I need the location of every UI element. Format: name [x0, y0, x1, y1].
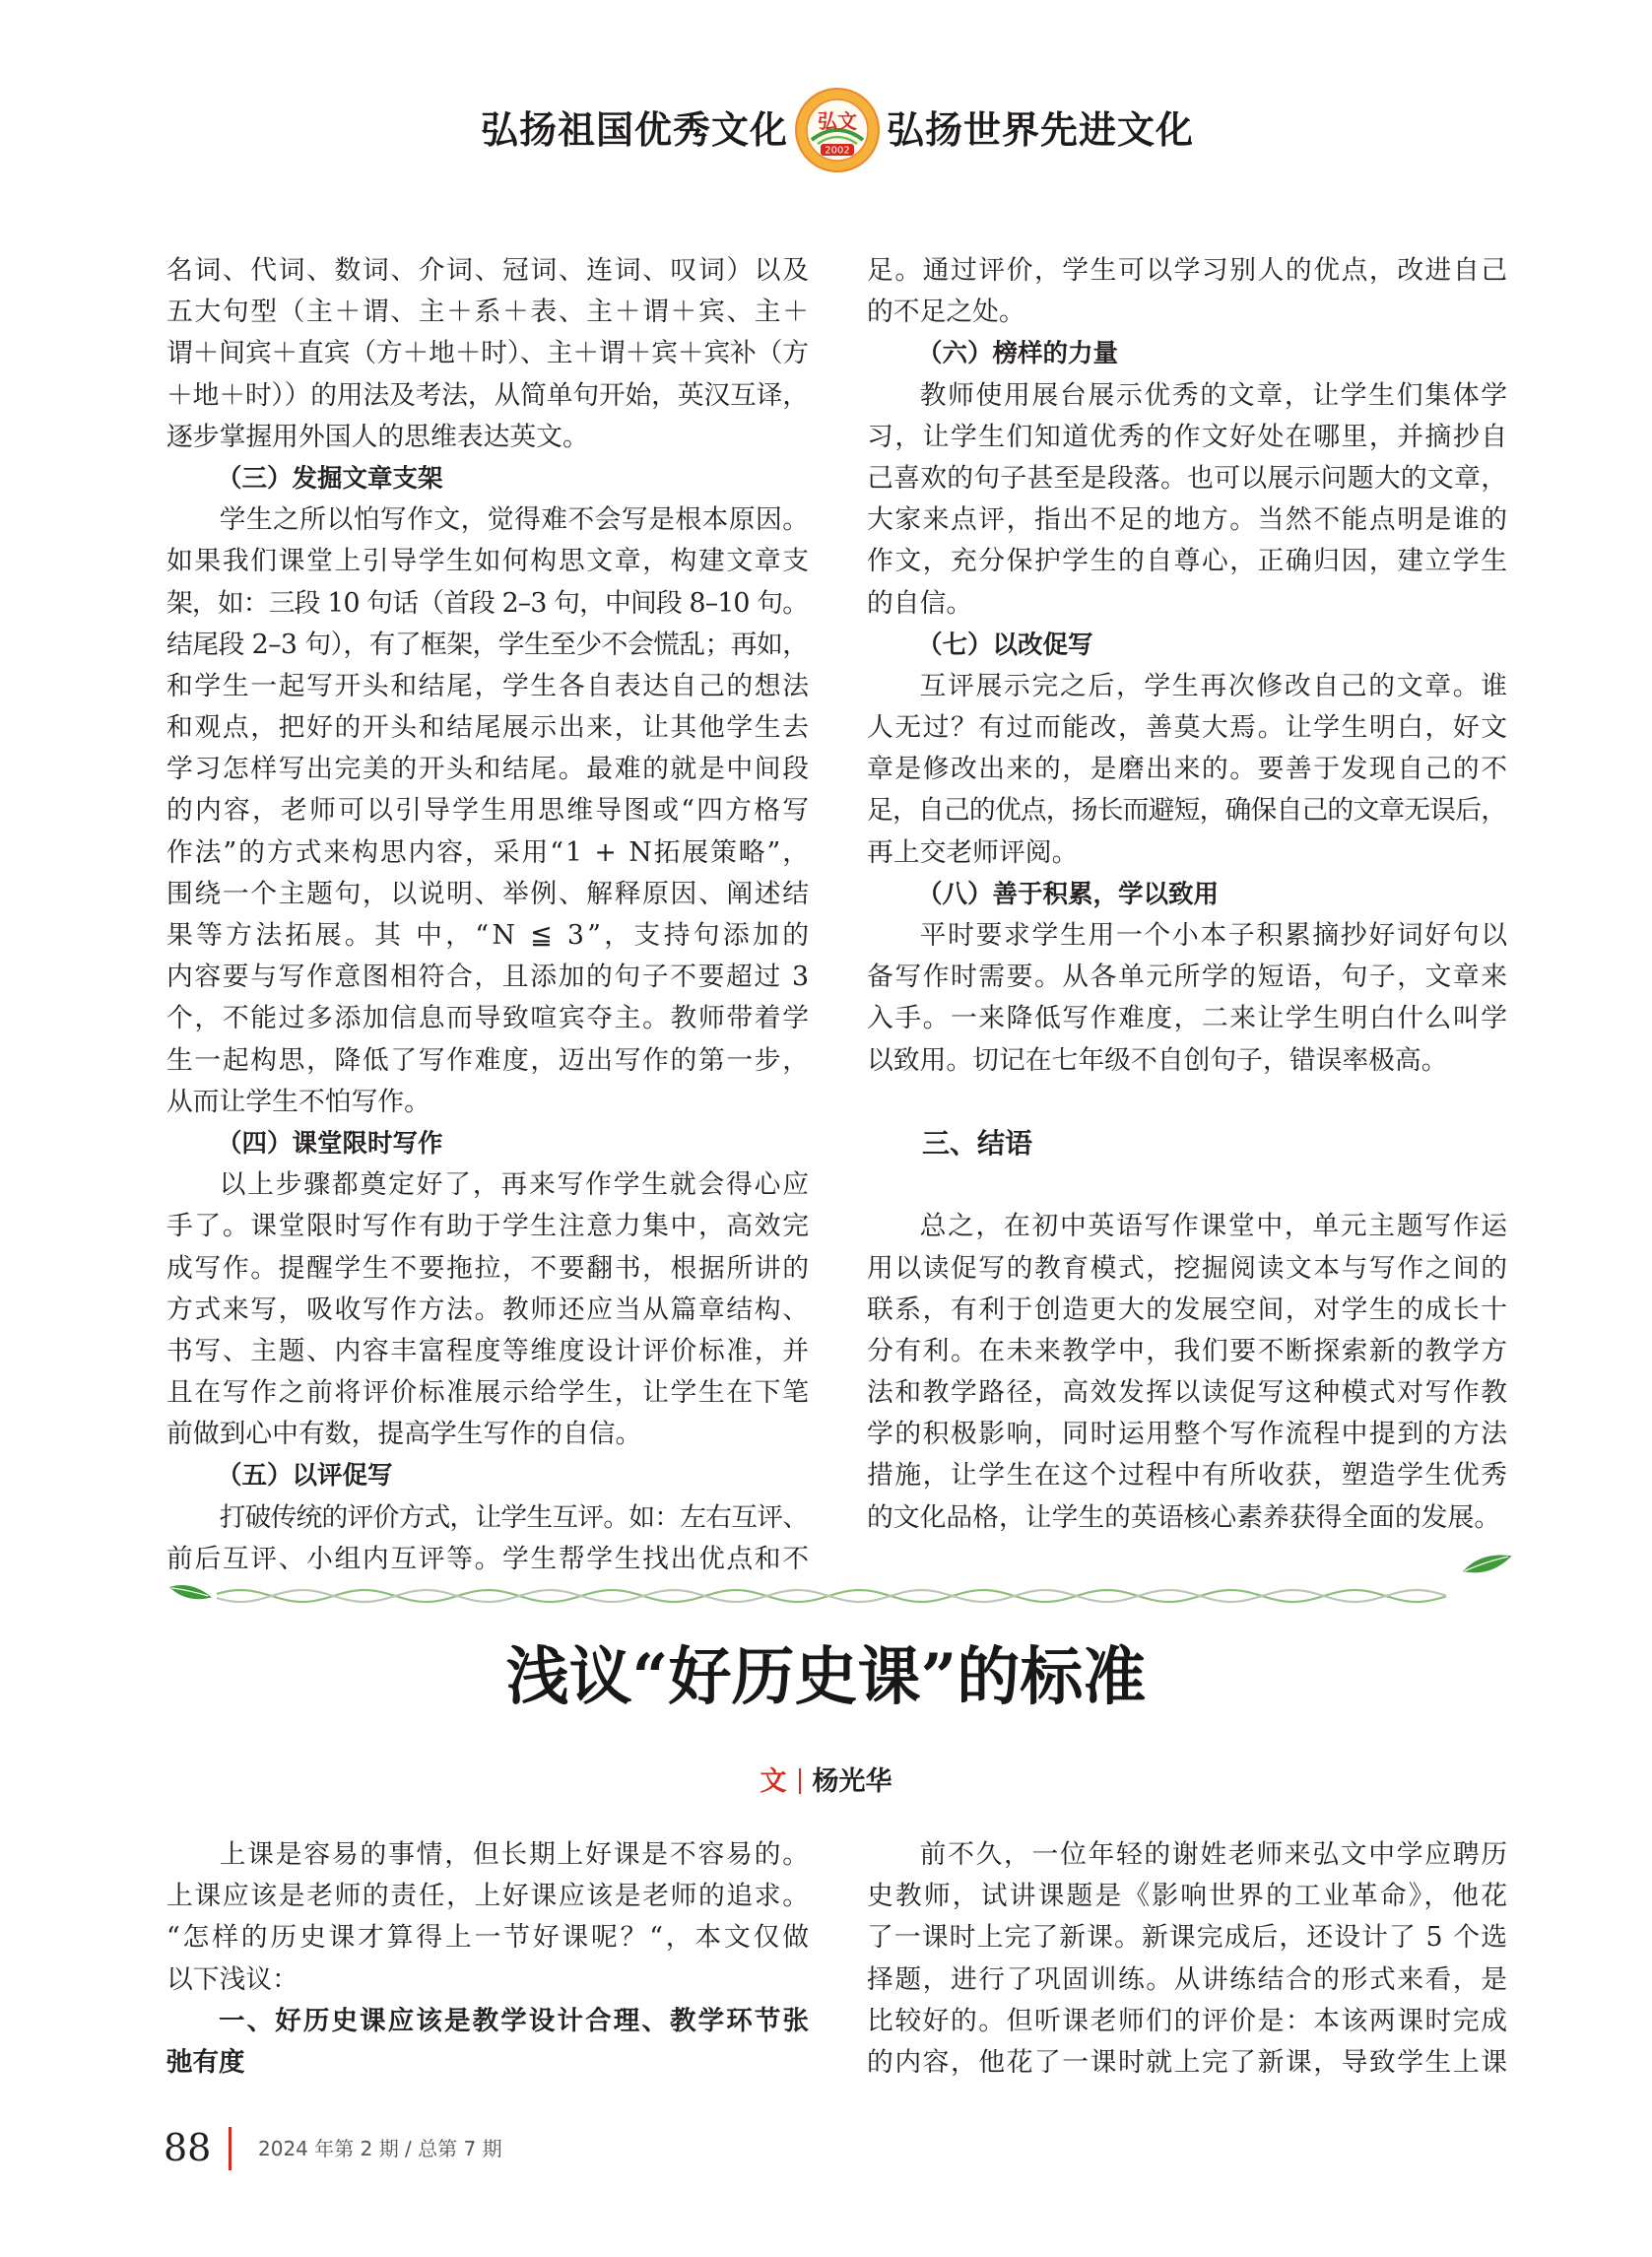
- body-text-line: 学生之所以怕写作文，觉得难不会写是根本原因。: [219, 504, 810, 536]
- body-text-line: 学习怎样写出完美的开头和结尾。最难的就是中间段: [166, 754, 811, 785]
- body-text-line: 的内容，老师可以引导学生用思维导图或“四方格写: [166, 795, 812, 827]
- body-text-line: 择题，进行了巩固训练。从讲练结合的形式来看，是: [867, 1963, 1509, 1995]
- body-text-line: 备写作时需要。从各单元所学的短语，句子，文章来: [867, 962, 1509, 993]
- school-logo: [794, 87, 881, 173]
- body-text-line: 以下浅议：: [166, 1963, 298, 1995]
- body-text-line: 用以读促写的教育模式，挖掘阅读文本与写作之间的: [867, 1252, 1509, 1284]
- body-text-line: 人无过？有过而能改，善莫大焉。让学生明白，好文: [867, 712, 1509, 744]
- issue-info: 2024 年第 2 期 / 总第 7 期: [258, 2137, 502, 2160]
- body-text-line: 架，如：三段 10 句话（首段 2–3 句，中间段 8–10 句。: [166, 587, 809, 619]
- body-text-line: 法和教学路径，高效发挥以读促写这种模式对写作教: [867, 1377, 1509, 1409]
- article-title: 浅议“好历史课”的标准: [505, 1640, 1147, 1714]
- body-text-line: 的文化品格，让学生的英语核心素养获得全面的发展。: [867, 1501, 1501, 1533]
- body-text-line: 的自信。: [867, 587, 973, 619]
- body-text-line: 上课是容易的事情，但长期上好课是不容易的。: [219, 1839, 811, 1870]
- byline-separator: [799, 1768, 801, 1794]
- body-text-line: 互评展示完之后，学生再次修改自己的文章。谁: [919, 670, 1509, 701]
- subheading: （三）发掘文章支架: [217, 463, 443, 494]
- page-number: 88: [164, 2126, 212, 2169]
- body-text-line: “怎样的历史课才算得上一节好课呢？“，本文仅做: [166, 1922, 812, 1954]
- bold-heading-line: 一、好历史课应该是教学设计合理、教学环节张: [219, 2005, 812, 2036]
- byline-label: 文: [760, 1766, 787, 1797]
- body-text-line: 书写、主题、内容丰富程度等维度设计评价标准，并: [166, 1335, 811, 1366]
- body-text-line: 果等方法拓展。其 中，“N ≦ 3”，支持句添加的: [166, 920, 813, 951]
- body-text-line: 作法”的方式来构思内容，采用“1 + N拓展策略”，: [166, 836, 811, 868]
- logo-year: 2002: [825, 145, 850, 157]
- wave-divider: [148, 1552, 1527, 1621]
- body-text-line: 总之，在初中英语写作课堂中，单元主题写作运: [919, 1211, 1509, 1242]
- body-text-line: 作文，充分保护学生的自尊心，正确归因，建立学生: [867, 546, 1509, 577]
- body-text-line: 和观点，把好的开头和结尾展示出来，让其他学生去: [166, 712, 811, 744]
- bold-heading-line: 弛有度: [166, 2046, 245, 2078]
- body-text-line: 了一课时上完了新课。新课完成后，还设计了 5 个选: [867, 1922, 1509, 1954]
- body-text-line: 结尾段 2–3 句），有了框架，学生至少不会慌乱；再如，: [166, 629, 809, 660]
- body-text-line: 比较好的。但听课老师们的评价是：本该两课时完成: [867, 2005, 1509, 2036]
- author-name: 杨光华: [812, 1766, 892, 1797]
- body-text-line: 前后互评、小组内互评等。学生帮学生找出优点和不: [166, 1543, 811, 1574]
- subheading: （六）榜样的力量: [917, 339, 1119, 369]
- body-text-line: 前做到心中有数，提高学生写作的自信。: [166, 1419, 642, 1450]
- subheading: （四）课堂限时写作: [217, 1128, 443, 1159]
- body-text-line: 史教师，试讲课题是《影响世界的工业革命》，他花: [867, 1881, 1510, 1912]
- body-text-line: 上课应该是老师的责任，上好课应该是老师的追求。: [166, 1881, 811, 1912]
- body-text-line: 己喜欢的句子甚至是段落。也可以展示问题大的文章，: [867, 462, 1508, 494]
- paragraph-gap: [867, 1082, 1507, 1123]
- body-text-line: 以致用。切记在七年级不自创句子，错误率极高。: [867, 1044, 1448, 1076]
- footer-divider: [229, 2127, 231, 2170]
- body-text-line: 围绕一个主题句，以说明、举例、解释原因、阐述结: [166, 878, 811, 909]
- subheading: （七）以改促写: [917, 630, 1093, 660]
- leaf-icon: [168, 1579, 214, 1606]
- body-text-line: 教师使用展台展示优秀的文章，让学生们集体学: [919, 379, 1509, 411]
- body-text-line: 分有利。在未来教学中，我们要不断探索新的教学方: [867, 1335, 1509, 1366]
- body-text-line: 名词、代词、数词、介词、冠词、连词、叹词）以及: [166, 255, 811, 286]
- body-text-line: 足。通过评价，学生可以学习别人的优点，改进自己: [867, 255, 1509, 286]
- body-text-line: 以上步骤都奠定好了，再来写作学生就会得心应: [219, 1169, 811, 1201]
- body-text-line: 和学生一起写开头和结尾，学生各自表达自己的想法: [166, 670, 811, 701]
- body-text-line: 方式来写，吸收写作方法。教师还应当从篇章结构、: [166, 1294, 811, 1325]
- logo-text: 弘文: [818, 109, 857, 133]
- body-text-line: 足，自己的优点，扬长而避短，确保自己的文章无误后，: [867, 795, 1507, 827]
- body-text-line: 学的积极影响，同时运用整个写作流程中提到的方法: [867, 1419, 1509, 1450]
- body-text-line: 大家来点评，指出不足的地方。当然不能点明是谁的: [867, 504, 1509, 536]
- body-text-line: 的内容，他花了一课时就上完了新课，导致学生上课: [867, 2046, 1509, 2078]
- subheading: （八）善于积累，学以致用: [917, 879, 1220, 909]
- article-1-left-column: [166, 250, 813, 1580]
- body-text-line: 逐步掌握用外国人的思维表达英文。: [166, 421, 589, 452]
- body-text-line: 入手。一来降低写作难度，二来让学生明白什么叫学: [867, 1003, 1509, 1034]
- subheading: （五）以评促写: [217, 1461, 393, 1492]
- body-text-line: 的不足之处。: [867, 297, 1025, 328]
- body-text-line: 打破传统的评价方式，让学生互评。如：左右互评、: [219, 1501, 809, 1533]
- body-text-line: 如果我们课堂上引导学生如何构思文章，构建文章支: [166, 546, 811, 577]
- body-text-line: 再上交老师评阅。: [867, 836, 1079, 868]
- body-text-line: 内容要与写作意图相符合，且添加的句子不要超过 3: [166, 962, 811, 993]
- article-2-right-column: [867, 1834, 1510, 2084]
- body-text-line: 措施，让学生在这个过程中有所收获，塑造学生优秀: [867, 1460, 1509, 1492]
- body-text-line: 生一起构思，降低了写作难度，迈出写作的第一步，: [166, 1044, 811, 1076]
- body-text-line: 习，让学生们知道优秀的作文好处在哪里，并摘抄自: [867, 421, 1509, 452]
- body-text-line: 成写作。提醒学生不要拖拉，不要翻书，根据所讲的: [166, 1252, 811, 1284]
- body-text-line: 手了。课堂限时写作有助于学生注意力集中，高效完: [166, 1211, 811, 1242]
- section-heading: 三、结语: [922, 1126, 1033, 1160]
- body-text-line: 个，不能过多添加信息而导致喧宾夺主。教师带着学: [166, 1003, 811, 1034]
- header-slogan-right: 弘扬世界先进文化: [887, 107, 1195, 152]
- body-text-line: 谓＋间宾＋直宾（方＋地＋时）、主＋谓＋宾＋宾补（方: [166, 338, 809, 369]
- paragraph-gap: [867, 1164, 1507, 1206]
- body-text-line: 且在写作之前将评价标准展示给学生，让学生在下笔: [166, 1377, 811, 1409]
- byline: [0, 1761, 1652, 1803]
- wave-line: [217, 1590, 1446, 1602]
- header-slogan-left: 弘扬祖国优秀文化: [480, 107, 788, 152]
- body-text-line: 五大句型（主＋谓、主＋系＋表、主＋谓＋宾、主＋: [166, 297, 811, 328]
- article-1-right-column: [867, 250, 1507, 1539]
- body-text-line: 平时要求学生用一个小本子积累摘抄好词好句以: [919, 920, 1509, 951]
- body-text-line: 前不久，一位年轻的谢姓老师来弘文中学应聘历: [919, 1839, 1509, 1870]
- body-text-line: ＋地＋时））的用法及考法，从简单句开始，英汉互译，: [166, 379, 809, 411]
- leaf-icon: [1461, 1552, 1514, 1576]
- body-text-line: 联系，有利于创造更大的发展空间，对学生的成长十: [867, 1294, 1509, 1325]
- body-text-line: 从而让学生不怕写作。: [166, 1086, 430, 1117]
- article-2-left-column: [166, 1834, 812, 2084]
- body-text-line: 章是修改出来的，是磨出来的。要善于发现自己的不: [867, 754, 1509, 785]
